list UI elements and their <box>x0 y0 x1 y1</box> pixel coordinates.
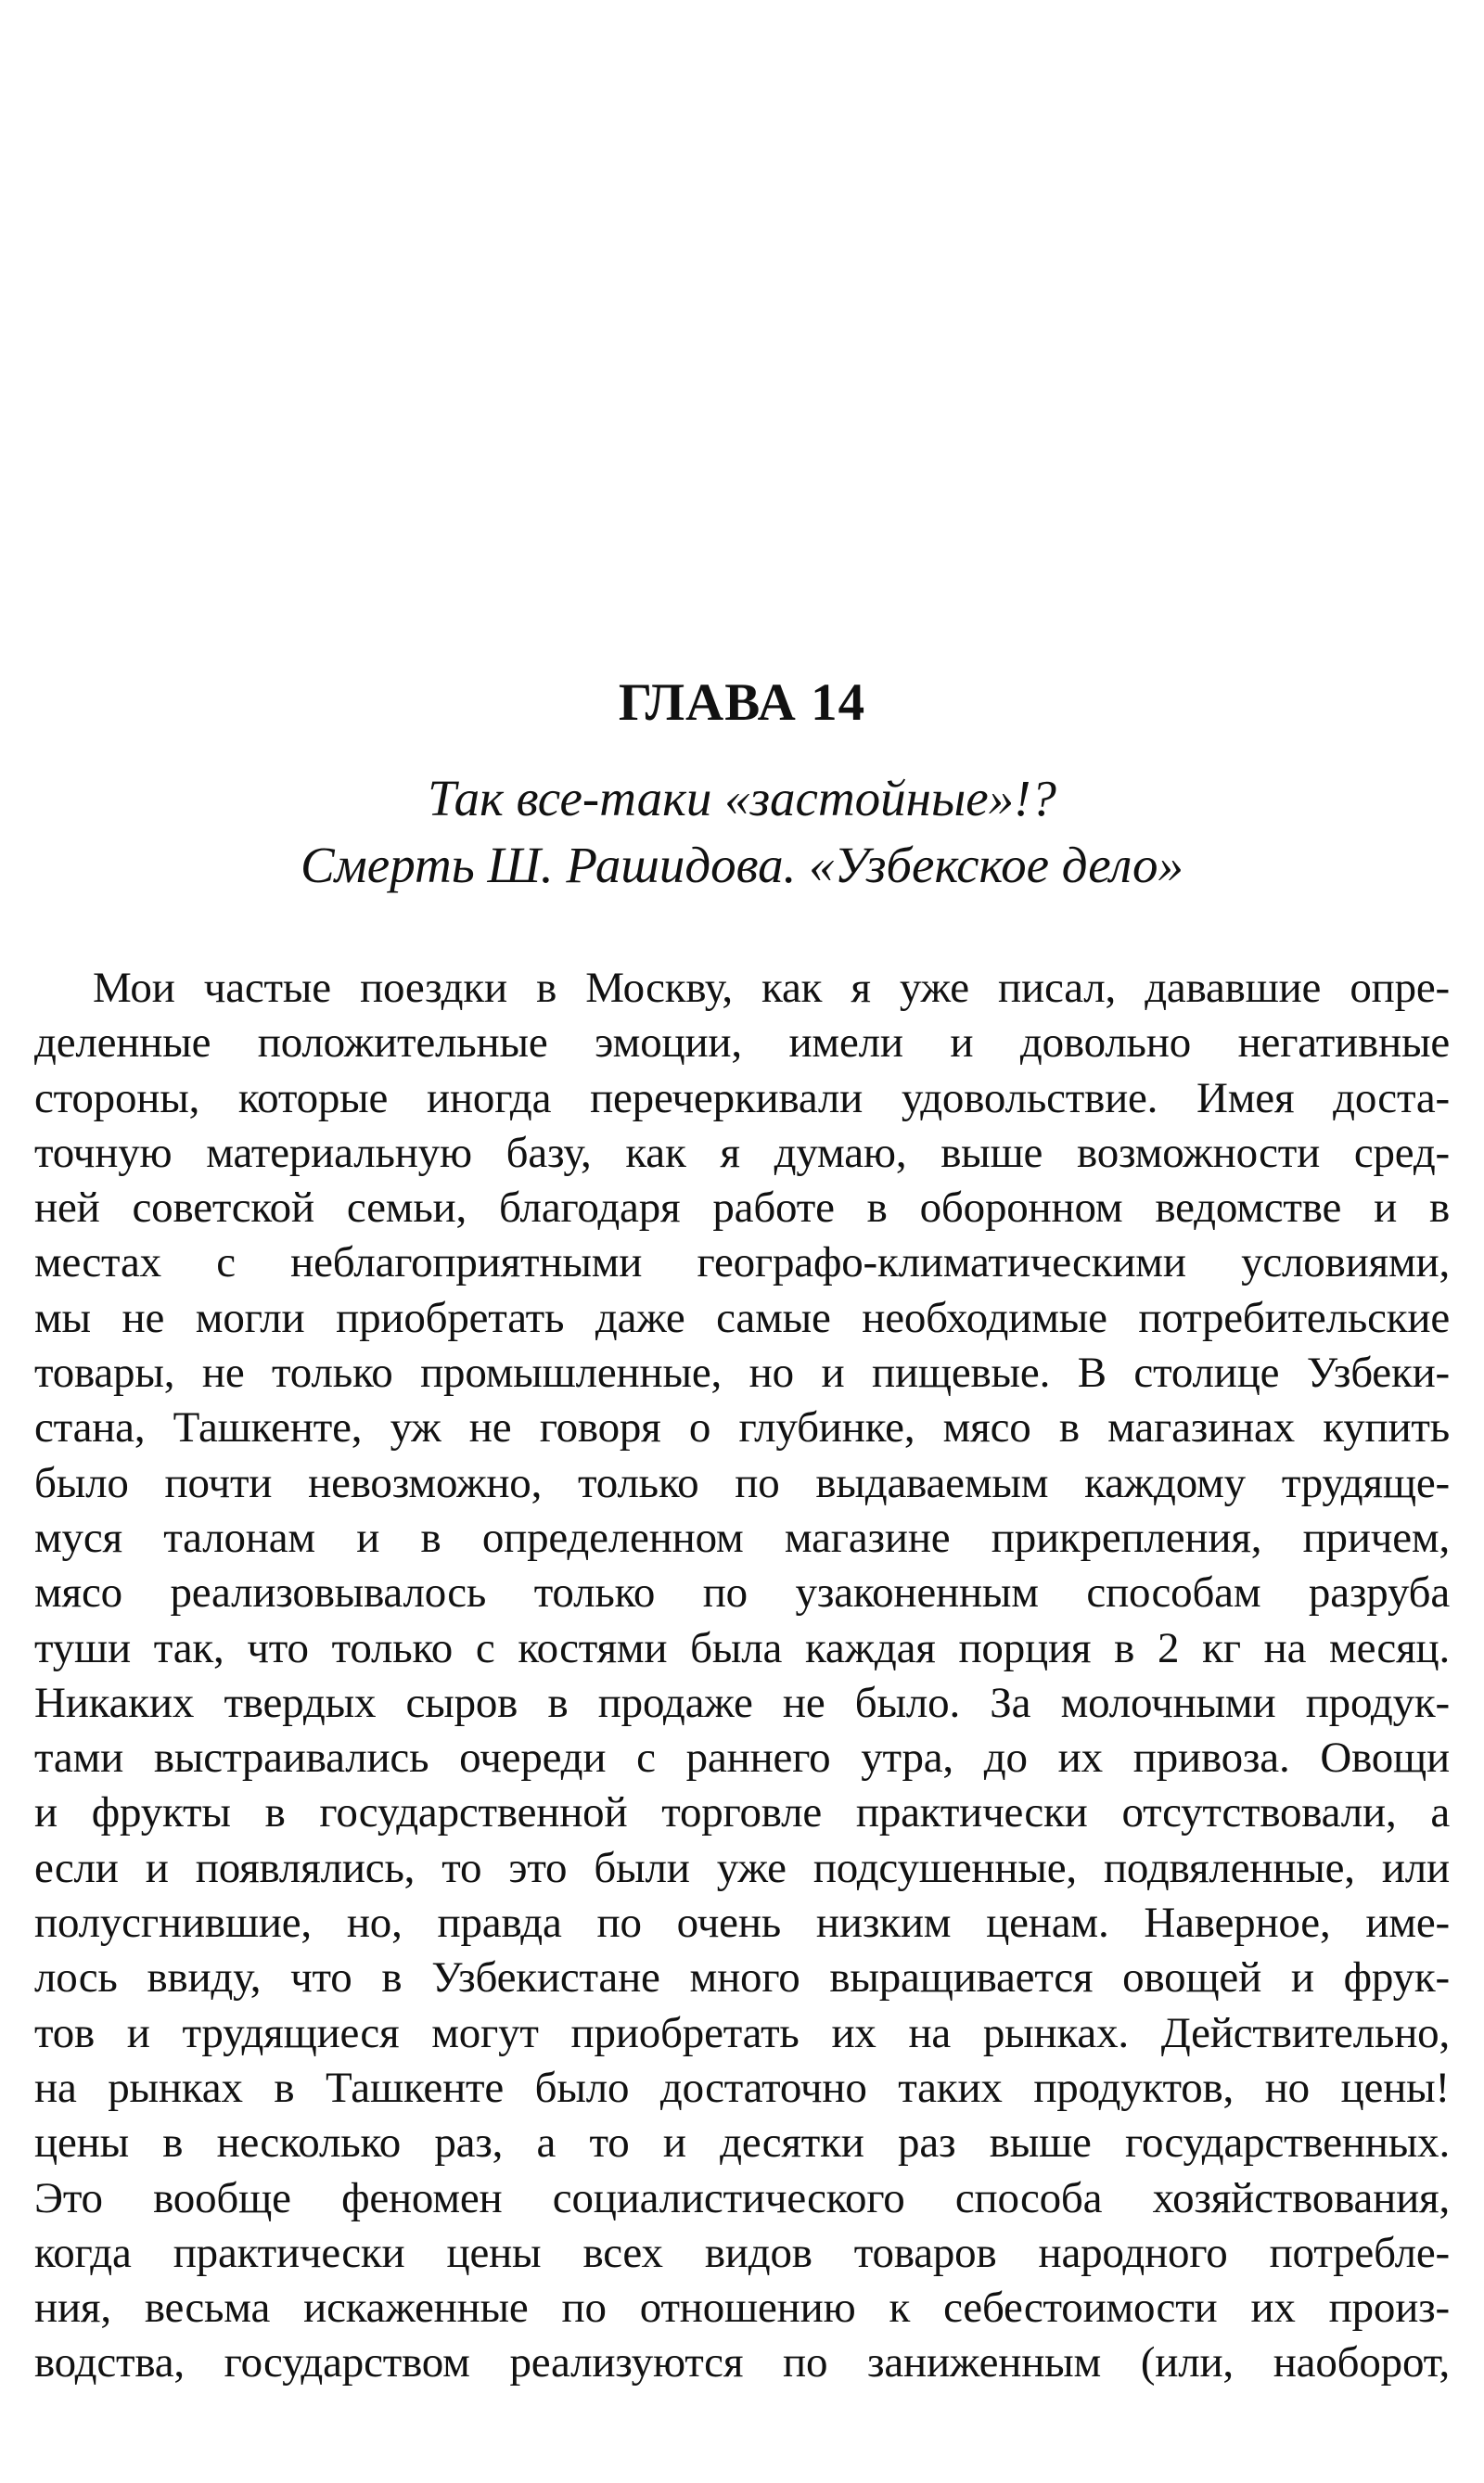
text-line: Это вообще феномен социалистического способа хозяйствования, <box>34 2173 1450 2222</box>
text-line: деленные положительные эмоции, имели и довольно негативные <box>34 1018 1450 1068</box>
text-line: ния, весьма искаженные по отношению к себестоимости их произ- <box>34 2284 1450 2333</box>
text-line: водства, государством реализуются по заниженным (или, наоборот, <box>34 2338 1450 2387</box>
chapter-title: ГЛАВА 14 <box>618 673 866 732</box>
text-line: местах с неблагоприятными географо-климатическими условиями, <box>34 1238 1450 1287</box>
text-line: мясо реализовывалось только по узаконенным способам разруба <box>34 1568 1450 1618</box>
text-line: точную материальную базу, как я думаю, выше возможности сред- <box>34 1128 1450 1177</box>
text-line: если и появлялись, то это были уже подсушенные, подвяленные, или <box>34 1843 1450 1892</box>
text-line: Мои частые поездки в Москву, как я уже писал, дававшие опре- <box>93 964 1450 1012</box>
text-line: мы не могли приобретать даже самые необходимые потребительские <box>34 1293 1450 1342</box>
chapter-subtitle-line-1: Так все-таки «застойные»!? <box>428 770 1056 826</box>
text-line: было почти невозможно, только по выдаваемым каждому трудяще- <box>34 1458 1450 1507</box>
text-line: тов и трудящиеся могут приобретать их на рынках. Действительно, <box>34 2008 1450 2057</box>
text-line: муся талонам и в определенном магазине прикрепления, причем, <box>34 1513 1450 1562</box>
text-line: товары, не только промышленные, но и пищевые. В столице Узбеки- <box>34 1349 1450 1398</box>
text-line: туши так, что только с костями была каждая порция в 2 кг на месяц. <box>34 1623 1450 1672</box>
body-text <box>34 961 1450 2391</box>
text-line: на рынках в Ташкенте было достаточно таких продуктов, но цены! <box>34 2063 1450 2112</box>
text-line: лось ввиду, что в Узбекистане много выращивается овощей и фрук- <box>34 1953 1450 2003</box>
text-line: стана, Ташкенте, уж не говоря о глубинке, мясо в магазинах купить <box>34 1403 1450 1453</box>
text-line: когда практически цены всех видов товаров народного потребле- <box>34 2228 1450 2277</box>
text-line: Никаких твердых сыров в продаже не было. За молочными продук- <box>34 1678 1450 1727</box>
text-line: полусгнившие, но, правда по очень низким ценам. Наверное, име- <box>34 1899 1450 1948</box>
text-line: стороны, которые иногда перечеркивали удовольствие. Имея доста- <box>34 1073 1450 1122</box>
text-line: ней советской семьи, благодаря работе в оборонном ведомстве и в <box>34 1184 1450 1233</box>
chapter-subtitle-line-2: Смерть Ш. Рашидова. «Узбекское дело» <box>301 837 1183 893</box>
text-line: цены в несколько раз, а то и десятки раз выше государственных. <box>34 2118 1450 2168</box>
text-line: тами выстраивались очереди с раннего утра, до их привоза. Овощи <box>34 1734 1450 1783</box>
text-line: и фрукты в государственной торговле практически отсутствовали, а <box>34 1788 1450 1837</box>
